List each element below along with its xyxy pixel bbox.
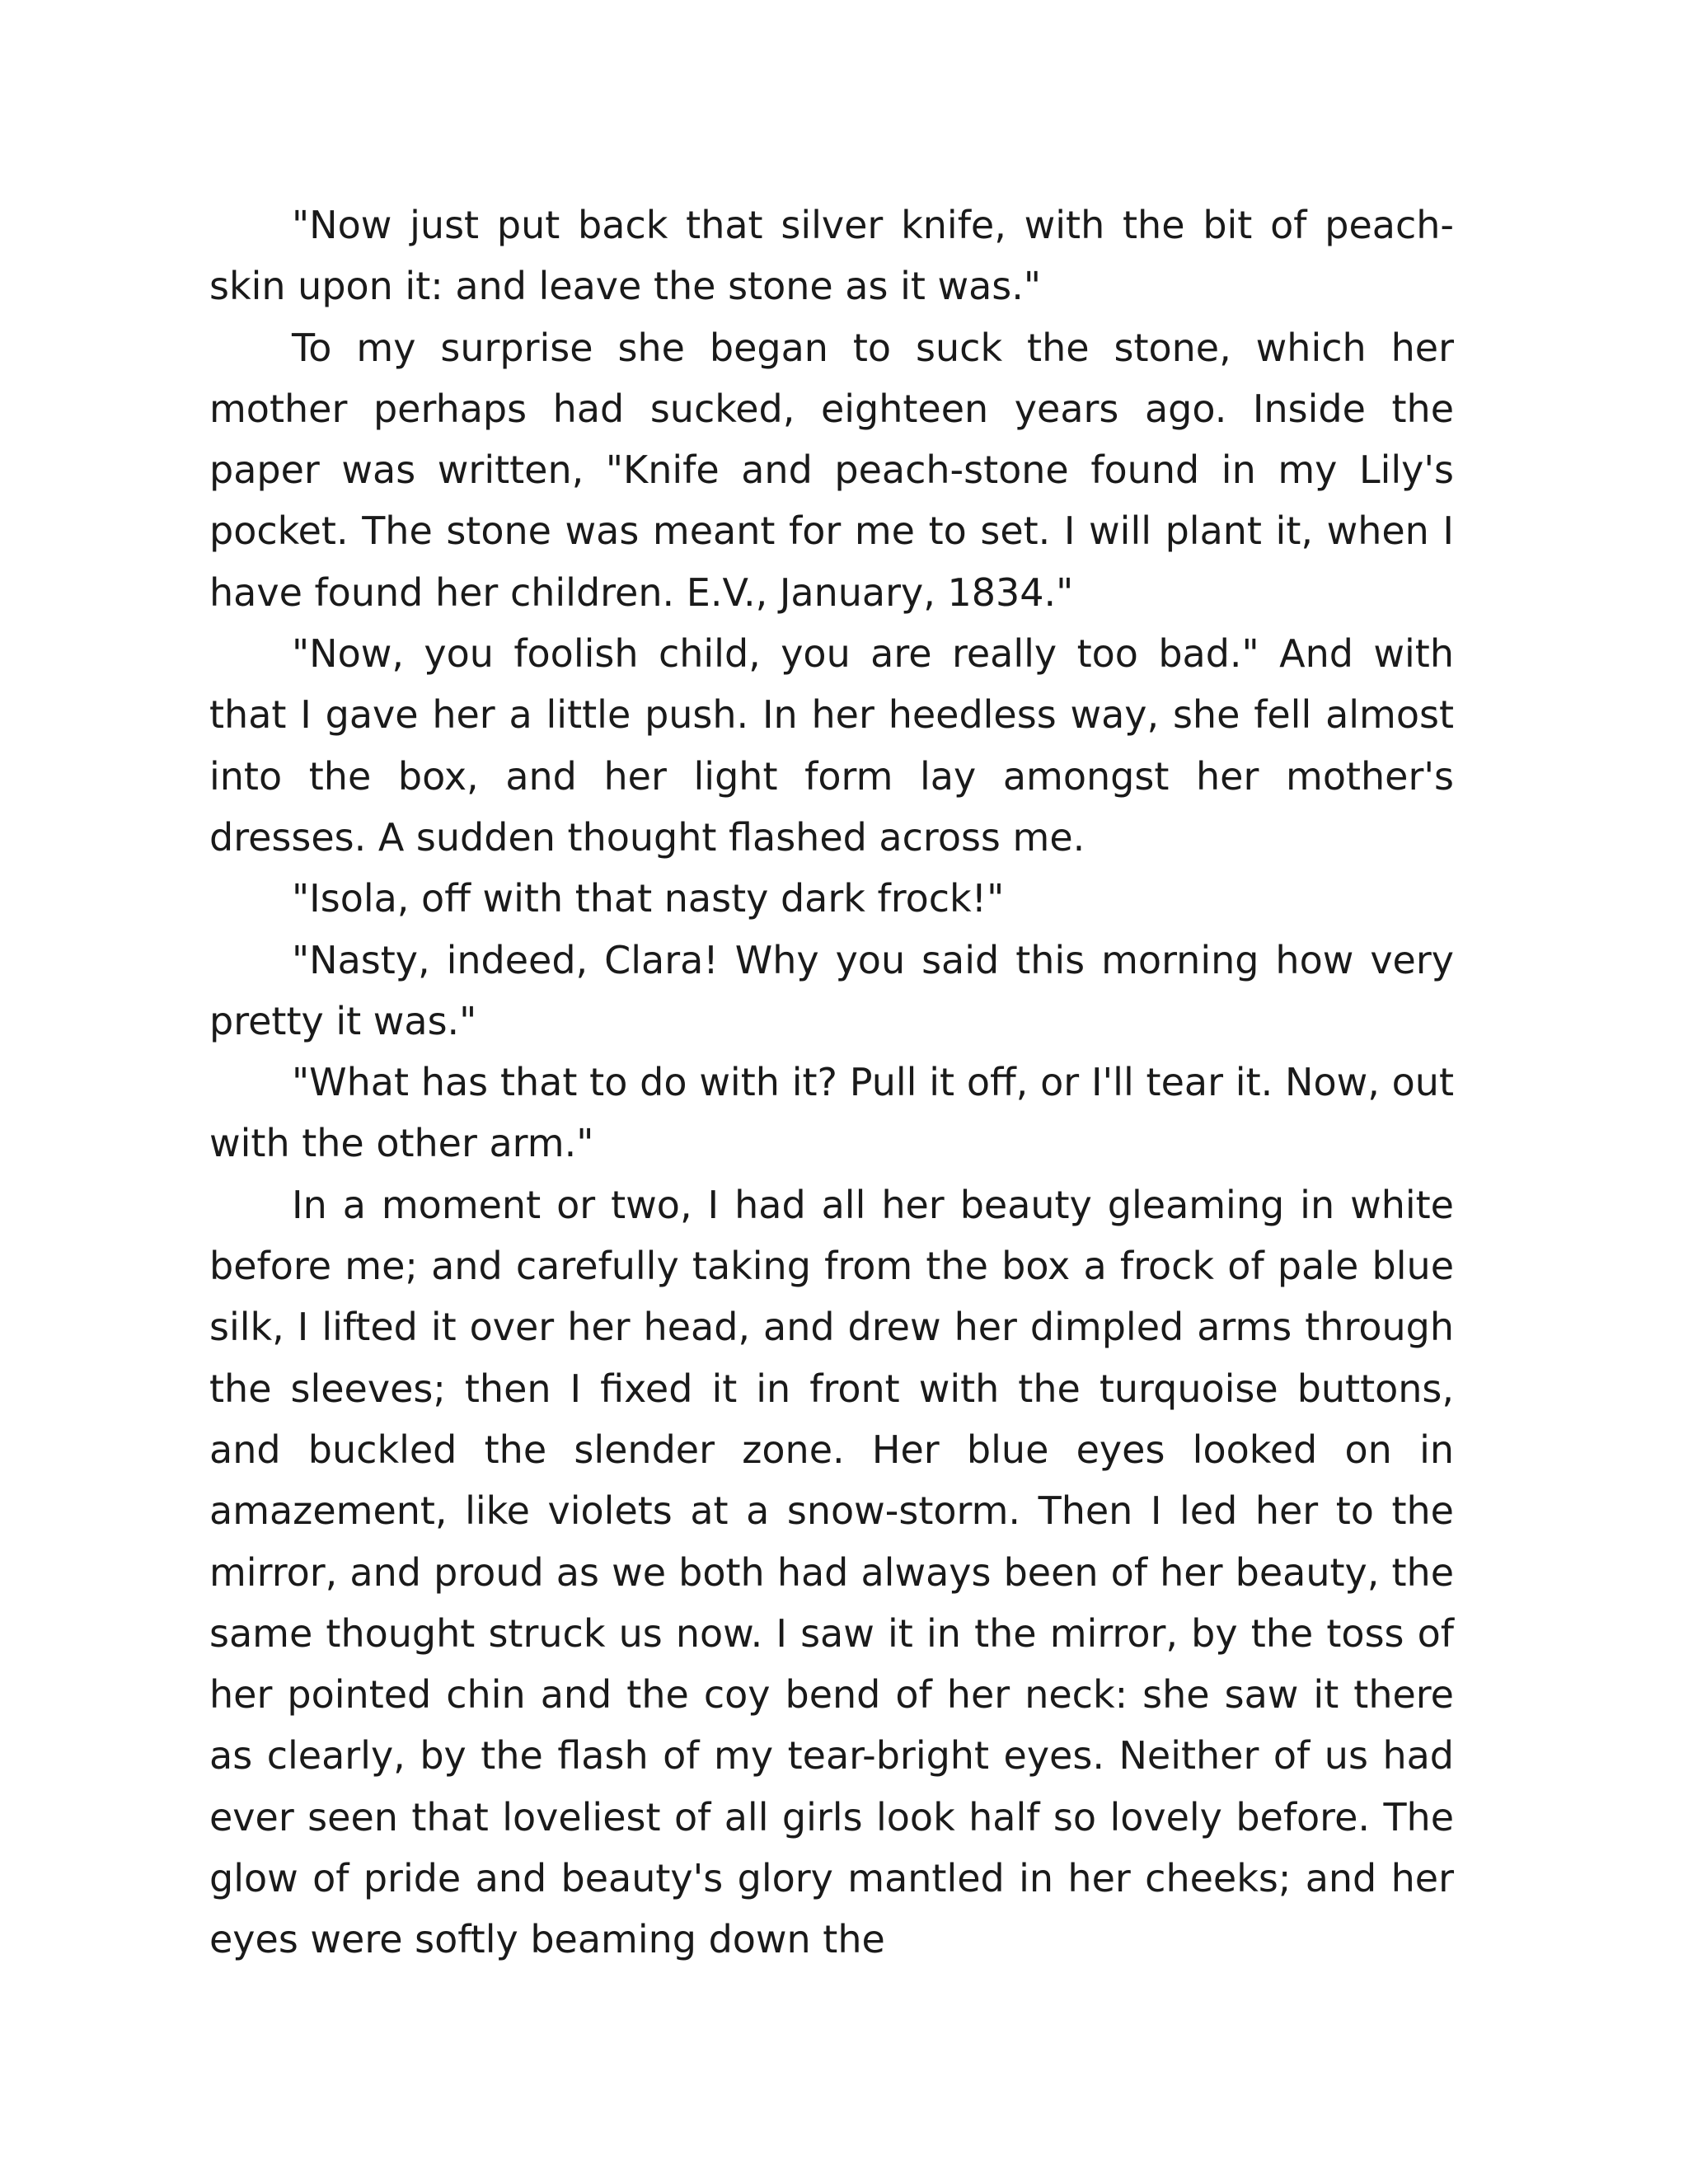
paragraph-6: "What has that to do with it? Pull it off, or I'll tear it. Now, out with the other arm.": [209, 1060, 1454, 1166]
paragraph-7: In a moment or two, I had all her beauty gleaming in white before me; and carefully taking from the box a frock of pale blue silk, I lifted it over her head, and drew her dimpled arms through the sleeves; then I fixed it in front with the turquoise buttons, and buckled the slender zone. Her blue eyes looked on in amazement, like violets at a snow-storm. Then I led her to the mirror, and proud as we both had always been of her beauty, the same thought struck us now. I saw it in the mirror, by the toss of her pointed chin and the coy bend of her neck: she saw it there as clearly, by the flash of my tear-bright eyes. Neither of us had ever seen that loveliest of all girls look half so lovely before. The glow of pride and beauty's glory mantled in her cheeks; and her eyes were softly beaming down the: [209, 1182, 1454, 1962]
paragraph-2: To my surprise she began to suck the stone, which her mother perhaps had sucked, eighteen years ago. Inside the paper was written, "Knife and peach-stone found in my Lily's pocket. The stone was meant for me to set. I will plant it, when I have found her children. E.V., January, 1834.": [209, 325, 1454, 615]
paragraph-5: "Nasty, indeed, Clara! Why you said this morning how very pretty it was.": [209, 937, 1454, 1043]
paragraph-1: "Now just put back that silver knife, with the bit of peach-skin upon it: and leave the stone as it was.": [209, 203, 1454, 309]
paragraph-3: "Now, you foolish child, you are really too bad." And with that I gave her a little push. In her heedless way, she fell almost into the box, and her light form lay amongst her mother's dresses. A sudden thought flashed across me.: [209, 631, 1454, 860]
paragraph-4: "Isola, off with that nasty dark frock!": [292, 876, 1005, 921]
body-text: [209, 194, 1454, 1971]
